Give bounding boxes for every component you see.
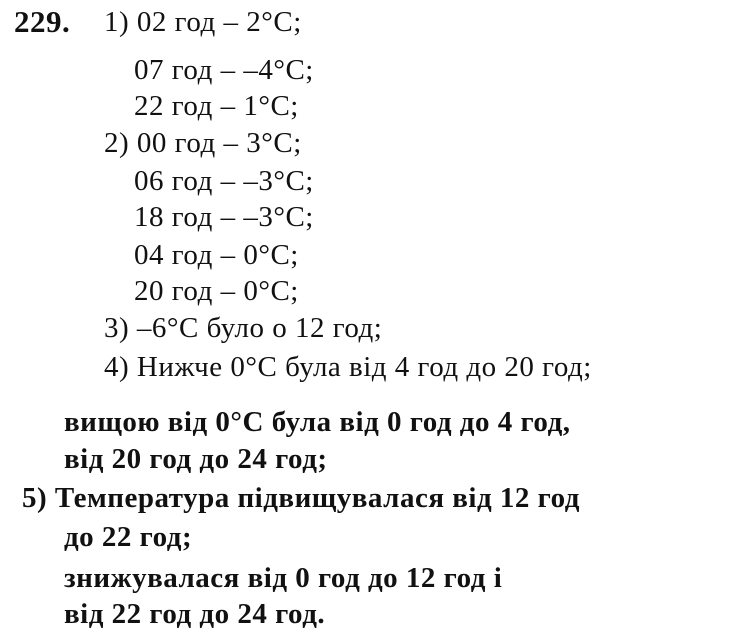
- answer-part-3: 3) –6°C було о 12 год;: [104, 312, 383, 344]
- answer-part-2-line-2: 06 год – –3°C;: [134, 165, 314, 197]
- answer-part-1-line-2: 07 год – –4°C;: [134, 54, 314, 86]
- answer-part-4: 4) Нижче 0°C була від 4 год до 20 год;: [104, 351, 592, 383]
- answer-part-2-line-3: 18 год – –3°C;: [134, 201, 314, 233]
- answer-part-2-line-4: 04 год – 0°C;: [134, 239, 299, 271]
- answer-part-5-line-2: до 22 год;: [64, 521, 193, 553]
- answer-part-1-line-1: 1) 02 год – 2°C;: [104, 6, 302, 38]
- answer-part-4-continuation-2: від 20 год до 24 год;: [64, 443, 328, 475]
- answer-part-4-continuation-1: вищою від 0°C була від 0 год до 4 год,: [64, 406, 571, 438]
- answer-part-2-line-5: 20 год – 0°C;: [134, 275, 299, 307]
- answer-part-5-line-4: від 22 год до 24 год.: [64, 598, 326, 630]
- answer-part-5-line-3: знижувалася від 0 год до 12 год і: [64, 562, 503, 594]
- answer-part-5-line-1: 5) Температура підвищувалася від 12 год: [22, 482, 580, 514]
- problem-number: 229.: [14, 4, 71, 39]
- answer-part-1-line-3: 22 год – 1°C;: [134, 90, 299, 122]
- answer-part-2-line-1: 2) 00 год – 3°C;: [104, 127, 302, 159]
